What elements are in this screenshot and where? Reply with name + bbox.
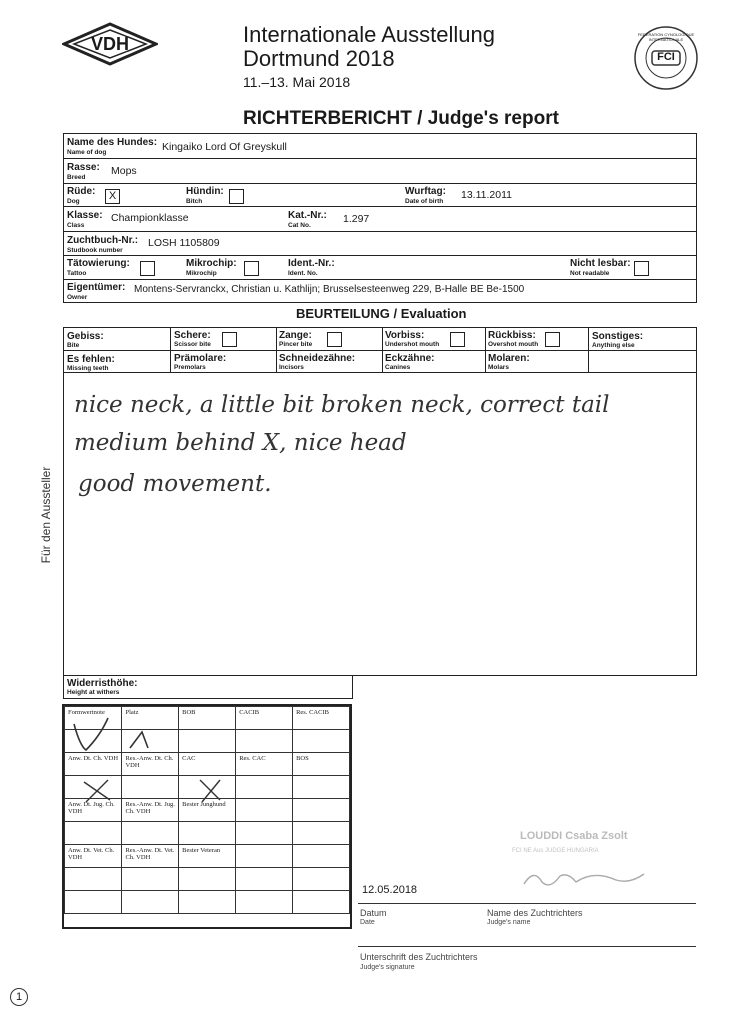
female-checkbox[interactable] (229, 189, 244, 204)
evaluation-title: BEURTEILUNG / Evaluation (296, 306, 467, 321)
unreadable-checkbox[interactable] (634, 261, 649, 276)
bite-label: Gebiss: (67, 331, 104, 342)
date-label: Datum (360, 908, 387, 918)
class-label: Klasse: (67, 210, 103, 221)
studbook-label: Zuchtbuch-Nr.: (67, 235, 139, 246)
studbook-value: LOSH 1105809 (148, 237, 220, 249)
report-title: RICHTERBERICHT / Judge's report (243, 108, 559, 129)
other-label: Sonstiges: (592, 331, 644, 342)
scissor-label: Schere: (174, 330, 211, 341)
award-anw-jug: Anw. Dt. Jug. Ch. VDH (65, 799, 122, 822)
undershot-label: Vorbiss: (385, 330, 425, 341)
fci-ring-text: FEDERATION CYNOLOGIQUE INTERNATIONALE (637, 32, 695, 42)
judge-name-label: Name des Zuchtrichters (487, 908, 583, 918)
date-sub: Date (360, 919, 375, 926)
award-best-junior: Bester Junghund (179, 799, 236, 822)
award-formwertnote: Formwertnote (65, 707, 122, 730)
signature-line (358, 946, 696, 947)
event-title-1: Internationale Ausstellung (243, 22, 495, 47)
award-bob: BOB (179, 707, 236, 730)
judge-date: 12.05.2018 (362, 884, 418, 896)
award-cacib: CACIB (236, 707, 293, 730)
missing-label: Es fehlen: (67, 354, 115, 365)
male-sub: Dog (67, 198, 80, 205)
class-sub: Class (67, 222, 85, 229)
awards-grid (62, 704, 352, 929)
chip-sub: Mikrochip (186, 270, 217, 277)
handwritten-marks (64, 706, 354, 931)
award-res-anw-jug: Res.-Anw. Dt. Jug. Ch. VDH (122, 799, 179, 822)
overshot-checkbox[interactable] (545, 332, 560, 347)
unreadable-sub: Not readable (570, 270, 610, 277)
name-sub: Name of dog (67, 149, 107, 156)
studbook-sub: Studbook number (67, 247, 123, 254)
pincer-sub: Pincer bite (279, 341, 313, 348)
ident-label: Ident.-Nr.: (288, 258, 335, 269)
award-res-cacib: Res. CACIB (293, 707, 350, 730)
male-checkbox[interactable]: X (105, 189, 120, 204)
row-identification (63, 255, 697, 280)
breed-label: Rasse: (67, 162, 100, 173)
cat-value: 1.297 (343, 213, 370, 225)
incisors-sub: Incisors (279, 364, 304, 371)
stamp-line-2: FCI NE Aus JUDGE HUNGARIA (512, 848, 599, 854)
tattoo-label: Tätowierung: (67, 258, 130, 269)
withers-label: Widerristhöhe: (67, 678, 138, 689)
dob-label: Wurftag: (405, 186, 446, 197)
missing-sub: Missing teeth (67, 365, 109, 372)
tattoo-sub: Tattoo (67, 270, 87, 277)
page-number (10, 988, 28, 1006)
side-label: Für den Aussteller (39, 466, 53, 564)
evaluation-handwritten-3: good movement. (78, 471, 272, 497)
dog-name: Kingaiko Lord Of Greyskull (162, 141, 287, 153)
owner-label: Eigentümer: (67, 282, 126, 293)
row-sex (63, 183, 697, 207)
withers-sub: Height at withers (67, 689, 120, 696)
breed-sub: Breed (67, 174, 86, 181)
award-bos: BOS (293, 753, 350, 776)
pincer-checkbox[interactable] (327, 332, 342, 347)
undershot-sub: Undershot mouth (385, 341, 440, 348)
award-res-anw-vet: Res.-Anw. Dt. Vet. Ch. VDH (122, 845, 179, 868)
class-value: Championklasse (111, 212, 189, 224)
name-label: Name des Hundes: (67, 137, 158, 148)
scissor-sub: Scissor bite (174, 341, 211, 348)
dog-breed: Mops (111, 165, 137, 177)
tattoo-checkbox[interactable] (140, 261, 155, 276)
vdh-logo (62, 22, 158, 66)
page-number-text: 1 (15, 991, 23, 1003)
canines-label: Eckzähne: (385, 353, 435, 364)
event-title-2: Dortmund 2018 (243, 46, 395, 71)
dob-sub: Date of birth (405, 198, 444, 205)
female-sub: Bitch (186, 198, 203, 205)
award-res-anw-dt-ch: Res.-Anw. Dt. Ch. VDH (122, 753, 179, 776)
fci-logo-text: FCI (657, 51, 675, 63)
event-dates: 11.–13. Mai 2018 (243, 74, 351, 90)
evaluation-box (63, 327, 697, 676)
molars-label: Molaren: (488, 353, 530, 364)
award-cac: CAC (179, 753, 236, 776)
undershot-checkbox[interactable] (450, 332, 465, 347)
judge-signature (520, 862, 650, 892)
row-class (63, 206, 697, 232)
chip-label: Mikrochip: (186, 258, 237, 269)
cat-label: Kat.-Nr.: (288, 210, 327, 221)
premolars-label: Prämolare: (174, 353, 227, 364)
male-label: Rüde: (67, 186, 96, 197)
evaluation-handwritten-1: nice neck, a little bit broken neck, correct tail (74, 392, 610, 418)
pincer-label: Zange: (279, 330, 312, 341)
owner-value: Montens-Servranckx, Christian u. Kathlijn; Brusselsesteenweg 229, B-Halle BE Be-1500 (134, 284, 525, 295)
overshot-sub: Overshot mouth (488, 341, 539, 348)
signature-sub: Judge's signature (360, 964, 415, 971)
vdh-logo-text: VDH (90, 34, 129, 54)
other-sub: Anything else (592, 342, 635, 349)
award-anw-vet: Anw. Dt. Vet. Ch. VDH (65, 845, 122, 868)
row-name (63, 133, 697, 159)
incisors-label: Schneidezähne: (279, 353, 356, 364)
chip-checkbox[interactable] (244, 261, 259, 276)
signature-label: Unterschrift des Zuchtrichters (360, 952, 478, 962)
ident-sub: Ident. No. (288, 270, 318, 277)
owner-sub: Owner (67, 294, 88, 301)
award-res-cac: Res. CAC (236, 753, 293, 776)
molars-sub: Molars (488, 364, 509, 371)
female-label: Hündin: (186, 186, 224, 197)
judge-name-sub: Judge's name (487, 919, 531, 926)
dob-value: 13.11.2011 (461, 189, 512, 201)
award-anw-dt-ch: Anw. Dt. Ch. VDH (65, 753, 122, 776)
canines-sub: Canines (385, 364, 411, 371)
evaluation-handwritten-2: medium behind X, nice head (74, 430, 407, 456)
award-platz: Platz (122, 707, 179, 730)
cat-sub: Cat No. (288, 222, 311, 229)
overshot-label: Rückbiss: (488, 330, 536, 341)
row-studbook (63, 231, 697, 256)
premolars-sub: Premolars (174, 364, 206, 371)
award-best-veteran: Bester Veteran (179, 845, 236, 868)
stamp-line-1: LOUDDI Csaba Zsolt (520, 830, 628, 842)
date-line (358, 903, 696, 904)
unreadable-label: Nicht lesbar: (570, 258, 631, 269)
bite-sub: Bite (67, 342, 80, 349)
row-owner (63, 279, 697, 303)
withers-box (63, 675, 353, 699)
row-breed (63, 158, 697, 184)
scissor-checkbox[interactable] (222, 332, 237, 347)
fci-logo (633, 25, 699, 91)
